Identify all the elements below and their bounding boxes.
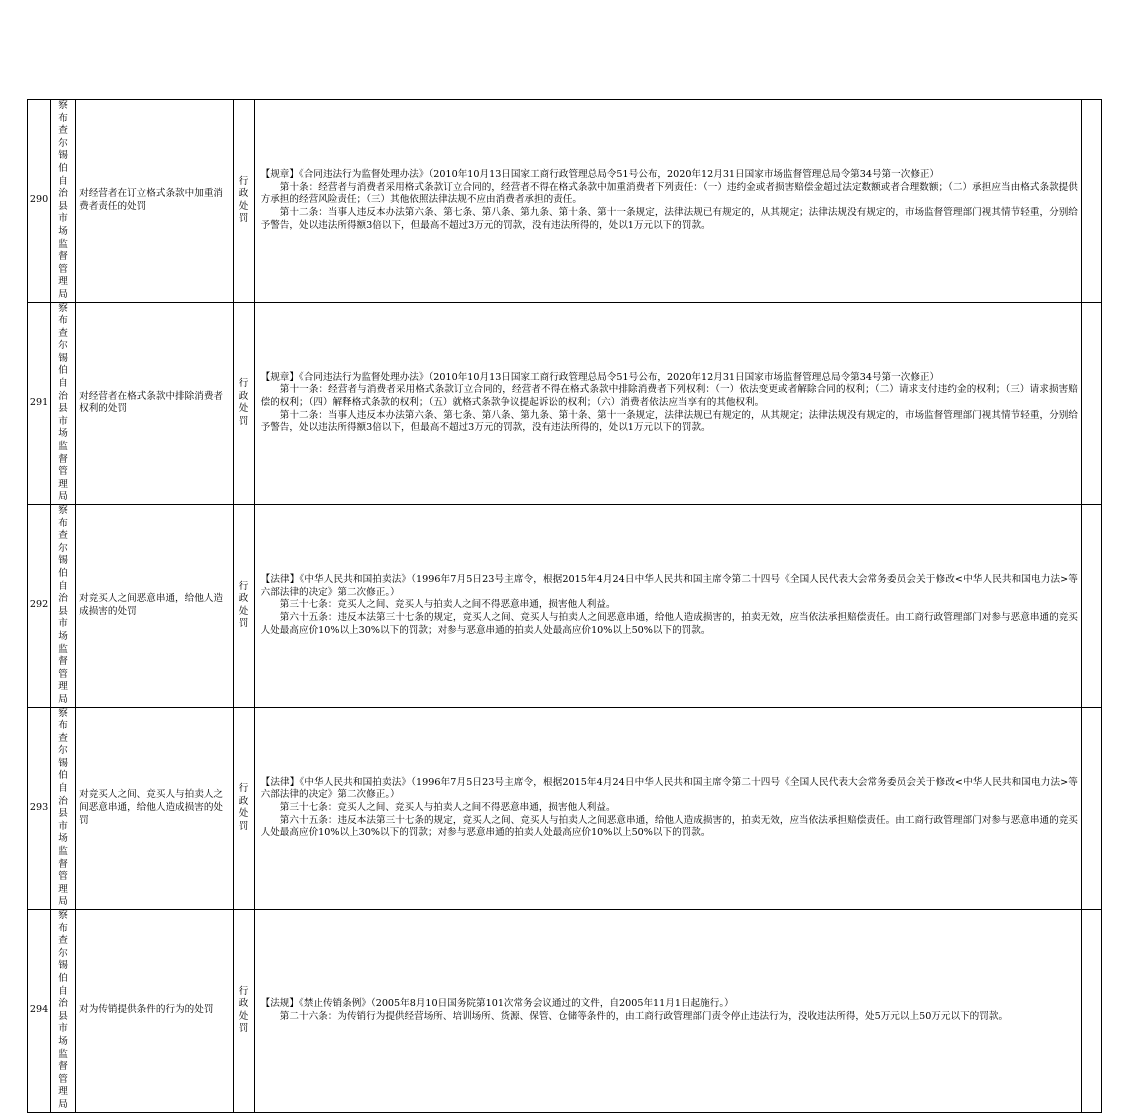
empty-cell [1081, 302, 1101, 505]
legal-basis-cell [254, 302, 1081, 505]
item-name-cell: 对竞买人之间、竞买人与拍卖人之间恶意串通，给他人造成损害的处罚 [76, 707, 233, 910]
department-text: 察布查尔锡伯自治县市场监督管理局 [58, 100, 68, 300]
basis-article: 第六十五条：违反本法第三十七条的规定，竞买人之间、竞买人与拍卖人之间恶意串通，给他人造成损害的，拍卖无效，应当依法承担赔偿责任。由工商行政管理部门对参与恶意串通的竞买人处最高应价10%以上30%以下的罚款；对参与恶意串通的拍卖人处最高应价10%以上50%以下的罚款。 [260, 612, 1078, 636]
item-type-cell [233, 707, 254, 910]
table-row [28, 302, 1102, 505]
legal-basis-cell [254, 505, 1081, 708]
item-type-cell [233, 302, 254, 505]
item-type-cell [233, 100, 254, 303]
basis-article: 第六十五条：违反本法第三十七条的规定，竞买人之间、竞买人与拍卖人之间恶意串通，给他人造成损害的，拍卖无效，应当依法承担赔偿责任。由工商行政管理部门对参与恶意串通的竞买人处最高应价10%以上30%以下的罚款；对参与恶意串通的拍卖人处最高应价10%以上50%以下的罚款。 [260, 814, 1078, 839]
department-text: 察布查尔锡伯自治县市场监督管理局 [58, 505, 68, 705]
basis-article: 第十二条：当事人违反本办法第六条、第七条、第八条、第九条、第十条、第十一条规定，法律法规已有规定的，从其规定；法律法规没有规定的，市场监督管理部门视其情节轻重，分别给予警告，处以违法所得额3倍以下，但最高不超过3万元的罚款，没有违法所得的，处以1万元以下的罚款。 [260, 207, 1078, 231]
department-cell [51, 100, 76, 303]
item-name-cell: 对经营者在格式条款中排除消费者权利的处罚 [76, 302, 233, 505]
department-cell [51, 505, 76, 708]
row-number: 292 [28, 505, 51, 708]
table-row [28, 100, 1102, 303]
department-text: 察布查尔锡伯自治县市场监督管理局 [58, 910, 68, 1110]
department-cell [51, 910, 76, 1113]
item-type-text: 行政处罚 [238, 378, 249, 427]
item-type-text: 行政处罚 [238, 783, 249, 832]
row-number: 291 [28, 302, 51, 505]
basis-source: 【法规】《禁止传销条例》（2005年8月10日国务院第101次常务会议通过的文件，自2005年11月1日起施行。） [260, 998, 734, 1010]
empty-cell [1081, 707, 1101, 910]
department-cell [51, 707, 76, 910]
empty-cell [1081, 100, 1101, 303]
legal-basis-cell [254, 100, 1081, 303]
empty-cell [1081, 505, 1101, 708]
legal-basis-cell [254, 707, 1081, 910]
basis-source: 【规章】《合同违法行为监督处理办法》（2010年10月13日国家工商行政管理总局令51号公布，2020年12月31日国家市场监督管理总局令第34号第一次修正） [260, 371, 940, 383]
table-row [28, 505, 1102, 708]
basis-source: 【法律】《中华人民共和国拍卖法》（1996年7月5日23号主席令，根据2015年4月24日中华人民共和国主席令第二十四号《全国人民代表大会常务委员会关于修改<中华人民共和国电力法>等六部法律的决定》第二次修正。） [260, 574, 1078, 598]
item-type-cell [233, 910, 254, 1113]
item-name-cell: 对竞买人之间恶意串通，给他人造成损害的处罚 [76, 505, 233, 708]
table-row [28, 910, 1102, 1113]
basis-article: 第十条：经营者与消费者采用格式条款订立合同的，经营者不得在格式条款中加重消费者下列责任：（一）违约金或者损害赔偿金超过法定数额或者合理数额；（二）承担应当由格式条款提供方承担的经营风险责任；（三）其他依照法律法规不应由消费者承担的责任。 [260, 181, 1078, 206]
item-name-cell: 对经营者在订立格式条款中加重消费者责任的处罚 [76, 100, 233, 303]
basis-source: 【规章】《合同违法行为监督处理办法》（2010年10月13日国家工商行政管理总局令51号公布，2020年12月31日国家市场监督管理总局令第34号第一次修正） [260, 169, 940, 181]
item-name-cell: 对为传销提供条件的行为的处罚 [76, 910, 233, 1113]
item-type-cell [233, 505, 254, 708]
table-row [28, 707, 1102, 910]
basis-source: 【法律】《中华人民共和国拍卖法》（1996年7月5日23号主席令，根据2015年4月24日中华人民共和国主席令第二十四号《全国人民代表大会常务委员会关于修改<中华人民共和国电力法>等六部法律的决定》第二次修正。） [260, 776, 1078, 801]
department-text: 察布查尔锡伯自治县市场监督管理局 [58, 302, 68, 503]
basis-article: 第十一条：经营者与消费者采用格式条款订立合同的，经营者不得在格式条款中排除消费者下列权利：（一）依法变更或者解除合同的权利；（二）请求支付违约金的权利；（三）请求损害赔偿的权利；（四）解释格式条款的权利；（五）就格式条款争议提起诉讼的权利；（六）消费者依法应当享有的其他权利。 [260, 384, 1078, 408]
basis-article: 第三十七条：竞买人之间、竞买人与拍卖人之间不得恶意串通，损害他人利益。 [279, 599, 616, 611]
item-type-text: 行政处罚 [238, 175, 249, 225]
basis-article: 第三十七条：竞买人之间、竞买人与拍卖人之间不得恶意串通，损害他人利益。 [279, 801, 616, 813]
row-number: 290 [28, 100, 51, 303]
row-number: 294 [28, 910, 51, 1113]
item-type-text: 行政处罚 [238, 985, 249, 1035]
row-number: 293 [28, 707, 51, 910]
empty-cell [1081, 910, 1101, 1113]
basis-article: 第十二条：当事人违反本办法第六条、第七条、第八条、第九条、第十条、第十一条规定，法律法规已有规定的，从其规定；法律法规没有规定的，市场监督管理部门视其情节轻重，分别给予警告，处以违法所得额3倍以下，但最高不超过3万元的罚款，没有违法所得的，处以1万元以下的罚款。 [260, 409, 1078, 434]
department-text: 察布查尔锡伯自治县市场监督管理局 [58, 707, 68, 908]
penalty-table [27, 99, 1102, 1113]
item-type-text: 行政处罚 [238, 580, 249, 630]
department-cell [51, 302, 76, 505]
legal-basis-cell [254, 910, 1081, 1113]
basis-article: 第二十六条：为传销行为提供经营场所、培训场所、货源、保管、仓储等条件的，由工商行政管理部门责令停止违法行为，没收违法所得，处5万元以上50万元以下的罚款。 [279, 1010, 1009, 1022]
